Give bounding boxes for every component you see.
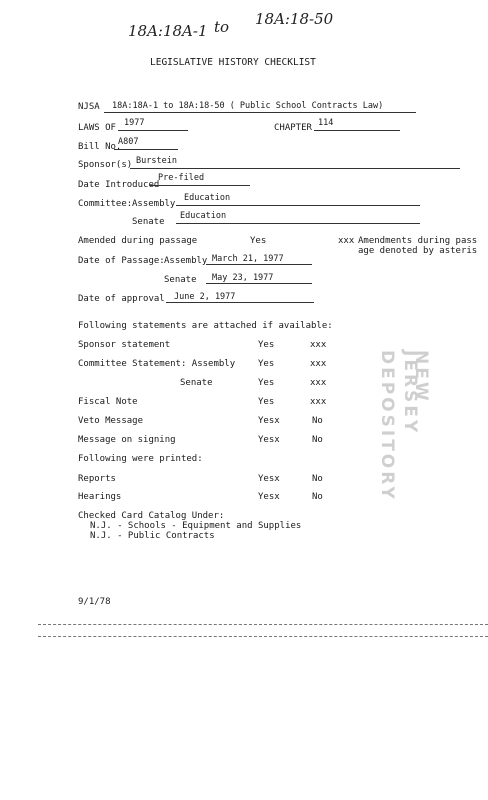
njsa-label: NJSA bbox=[78, 102, 100, 112]
committee-assembly-underline bbox=[176, 205, 420, 206]
statement-yes: Yesx bbox=[258, 416, 280, 426]
laws-of-underline bbox=[118, 130, 188, 131]
statement-yes: Yes bbox=[258, 359, 275, 369]
statement-label: Sponsor statement bbox=[78, 340, 171, 350]
footer-date: 9/1/78 bbox=[78, 597, 111, 607]
handwritten-range-start: 18A:18A-1 bbox=[128, 22, 208, 40]
chapter-value: 114 bbox=[318, 118, 334, 128]
chapter-underline bbox=[314, 130, 400, 131]
njsa-underline bbox=[104, 112, 416, 113]
amended-mark: xxx bbox=[338, 236, 355, 246]
sponsor-value: Burstein bbox=[136, 156, 177, 166]
date-passage-assembly-label: Assembly bbox=[164, 256, 208, 266]
catalog-entry: N.J. - Schools - Equipment and Supplies bbox=[90, 521, 302, 531]
printed-label: Reports bbox=[78, 474, 116, 484]
date-passage-assembly-value: March 21, 1977 bbox=[212, 254, 284, 264]
committee-assembly-label: Assembly bbox=[132, 199, 176, 209]
printed-no: No bbox=[312, 492, 323, 502]
bill-no-underline bbox=[114, 149, 178, 150]
catalog-entry: N.J. - Public Contracts bbox=[90, 531, 215, 541]
printed-intro: Following were printed: bbox=[78, 454, 203, 464]
laws-of-value: 1977 bbox=[124, 118, 145, 128]
bill-no-value: A807 bbox=[118, 137, 139, 147]
date-approval-value: June 2, 1977 bbox=[174, 292, 236, 302]
date-introduced-label: Date Introduced bbox=[78, 180, 160, 190]
amendments-note-line2: age denoted by asteris bbox=[358, 246, 478, 256]
depository-stamp: DEPOSITORY bbox=[377, 350, 397, 502]
statement-no: xxx bbox=[310, 397, 327, 407]
printed-yes: Yesx bbox=[258, 492, 280, 502]
date-approval-label: Date of approval bbox=[78, 294, 165, 304]
statement-label: Committee Statement: Assembly bbox=[78, 359, 236, 369]
date-passage-senate-label: Senate bbox=[164, 275, 197, 285]
bill-no-label: Bill No. bbox=[78, 142, 122, 152]
njsa-value: 18A:18A-1 to 18A:18-50 ( Public School Contracts Law) bbox=[112, 101, 384, 111]
dashed-divider bbox=[38, 624, 488, 625]
date-approval-underline bbox=[166, 302, 314, 303]
statement-label: Fiscal Note bbox=[78, 397, 138, 407]
statement-no: xxx bbox=[310, 359, 327, 369]
catalog-heading: Checked Card Catalog Under: bbox=[78, 511, 225, 521]
committee-senate-label: Senate bbox=[132, 217, 165, 227]
committee-assembly-value: Education bbox=[184, 193, 231, 203]
handwritten-to: to bbox=[214, 18, 230, 36]
date-introduced-underline bbox=[150, 185, 250, 186]
handwritten-range-end: 18A:18-50 bbox=[255, 10, 334, 28]
date-passage-assembly-underline bbox=[206, 264, 312, 265]
amended-yes: Yes bbox=[250, 236, 267, 246]
document-title: LEGISLATIVE HISTORY CHECKLIST bbox=[150, 57, 316, 68]
statement-label: Veto Message bbox=[78, 416, 144, 426]
printed-no: No bbox=[312, 474, 323, 484]
laws-of-label: LAWS OF bbox=[78, 123, 116, 133]
committee-label: Committee: bbox=[78, 199, 133, 209]
statement-no: No bbox=[312, 435, 323, 445]
amended-label: Amended during passage bbox=[78, 236, 198, 246]
statement-no: xxx bbox=[310, 378, 327, 388]
sponsor-label: Sponsor(s) bbox=[78, 160, 133, 170]
statement-yes: Yesx bbox=[258, 435, 280, 445]
statement-yes: Yes bbox=[258, 340, 275, 350]
printed-yes: Yesx bbox=[258, 474, 280, 484]
printed-label: Hearings bbox=[78, 492, 122, 502]
date-passage-senate-value: May 23, 1977 bbox=[212, 273, 274, 283]
date-introduced-value: Pre-filed bbox=[158, 173, 205, 183]
sponsor-underline bbox=[130, 168, 460, 169]
dashed-divider bbox=[38, 636, 488, 637]
statements-intro: Following statements are attached if available: bbox=[78, 321, 333, 331]
chapter-label: CHAPTER bbox=[274, 123, 312, 133]
date-passage-senate-underline bbox=[206, 283, 312, 284]
new-jersey-stamp: NEW JERSEY bbox=[400, 350, 431, 436]
committee-senate-underline bbox=[176, 223, 420, 224]
committee-senate-value: Education bbox=[180, 211, 227, 221]
statement-label: Message on signing bbox=[78, 435, 176, 445]
statement-no: xxx bbox=[310, 340, 327, 350]
statement-yes: Yes bbox=[258, 378, 275, 388]
statement-yes: Yes bbox=[258, 397, 275, 407]
statement-no: No bbox=[312, 416, 323, 426]
date-passage-label: Date of Passage: bbox=[78, 256, 165, 266]
amendments-note-line1: Amendments during pass bbox=[358, 236, 478, 246]
statement-label: Senate bbox=[180, 378, 213, 388]
